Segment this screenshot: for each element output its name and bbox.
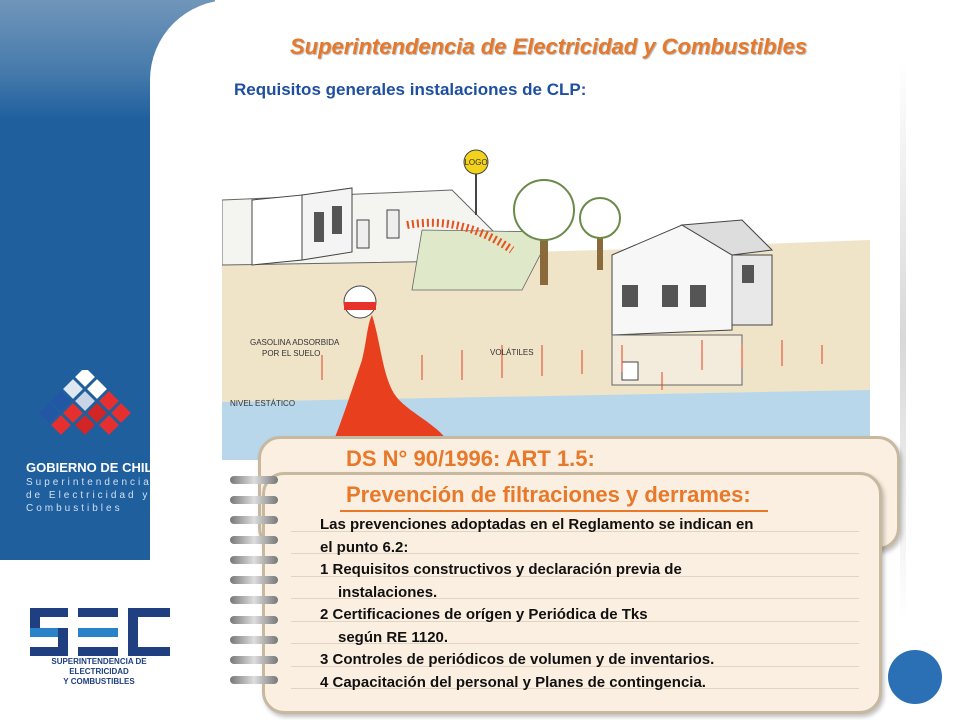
note-line: 4 Capacitación del personal y Planes de contingencia.: [320, 673, 706, 691]
logo-sign-label: LOGO: [464, 158, 488, 167]
sec-caption: [30, 657, 168, 687]
gov-sub-line: Superintendencia: [26, 477, 152, 488]
note-line: el punto 6.2:: [320, 538, 409, 556]
section-subtitle: Requisitos generales instalaciones de CLP:: [234, 80, 587, 99]
fuel-leak-illustration: [222, 140, 870, 460]
sec-logo-icon: [30, 608, 170, 656]
ds-title: DS N° 90/1996: ART 1.5:: [346, 446, 595, 471]
note-line: instalaciones.: [338, 583, 438, 601]
sec-caption-line: Y COMBUSTIBLES: [63, 677, 135, 686]
sec-caption-line: SUPERINTENDENCIA DE ELECTRICIDAD: [51, 657, 147, 676]
note-heading: Prevención de filtraciones y derrames:: [346, 482, 751, 507]
label-suelo: POR EL SUELO: [262, 349, 321, 358]
gov-sub-line: de Electricidad y: [26, 490, 151, 501]
label-nivel: NIVEL ESTÁTICO: [230, 399, 296, 408]
note-line: según RE 1120.: [338, 628, 449, 646]
note-line: 3 Controles de periódicos de volumen y de inventarios.: [320, 651, 715, 668]
note-body: [320, 514, 870, 694]
right-decoration: [900, 60, 906, 620]
gov-name: GOBIERNO DE CHILE: [26, 460, 162, 475]
decorative-blue-circle: [888, 650, 942, 704]
gobierno-logo-icon: [38, 370, 138, 450]
service-station-building: [252, 188, 352, 265]
page-title: Superintendencia de Electricidad y Combustibles: [290, 34, 808, 59]
label-gasolina: GASOLINA ADSORBIDA: [250, 338, 340, 347]
gov-subtitle: [26, 476, 152, 515]
spiral-binding: [230, 476, 280, 696]
house: [612, 220, 772, 335]
note-line: 2 Certificaciones de orígen y Periódica de Tks: [320, 606, 648, 623]
label-volatiles: VOLÁTILES: [490, 348, 534, 357]
heading-underline: [340, 510, 768, 512]
gov-sub-line: Combustibles: [26, 503, 123, 514]
note-line: Las prevenciones adoptadas en el Reglamento se indican en: [320, 516, 754, 533]
note-line: 1 Requisitos constructivos y declaración previa de: [320, 561, 682, 578]
sidebar-curve: [150, 0, 215, 560]
